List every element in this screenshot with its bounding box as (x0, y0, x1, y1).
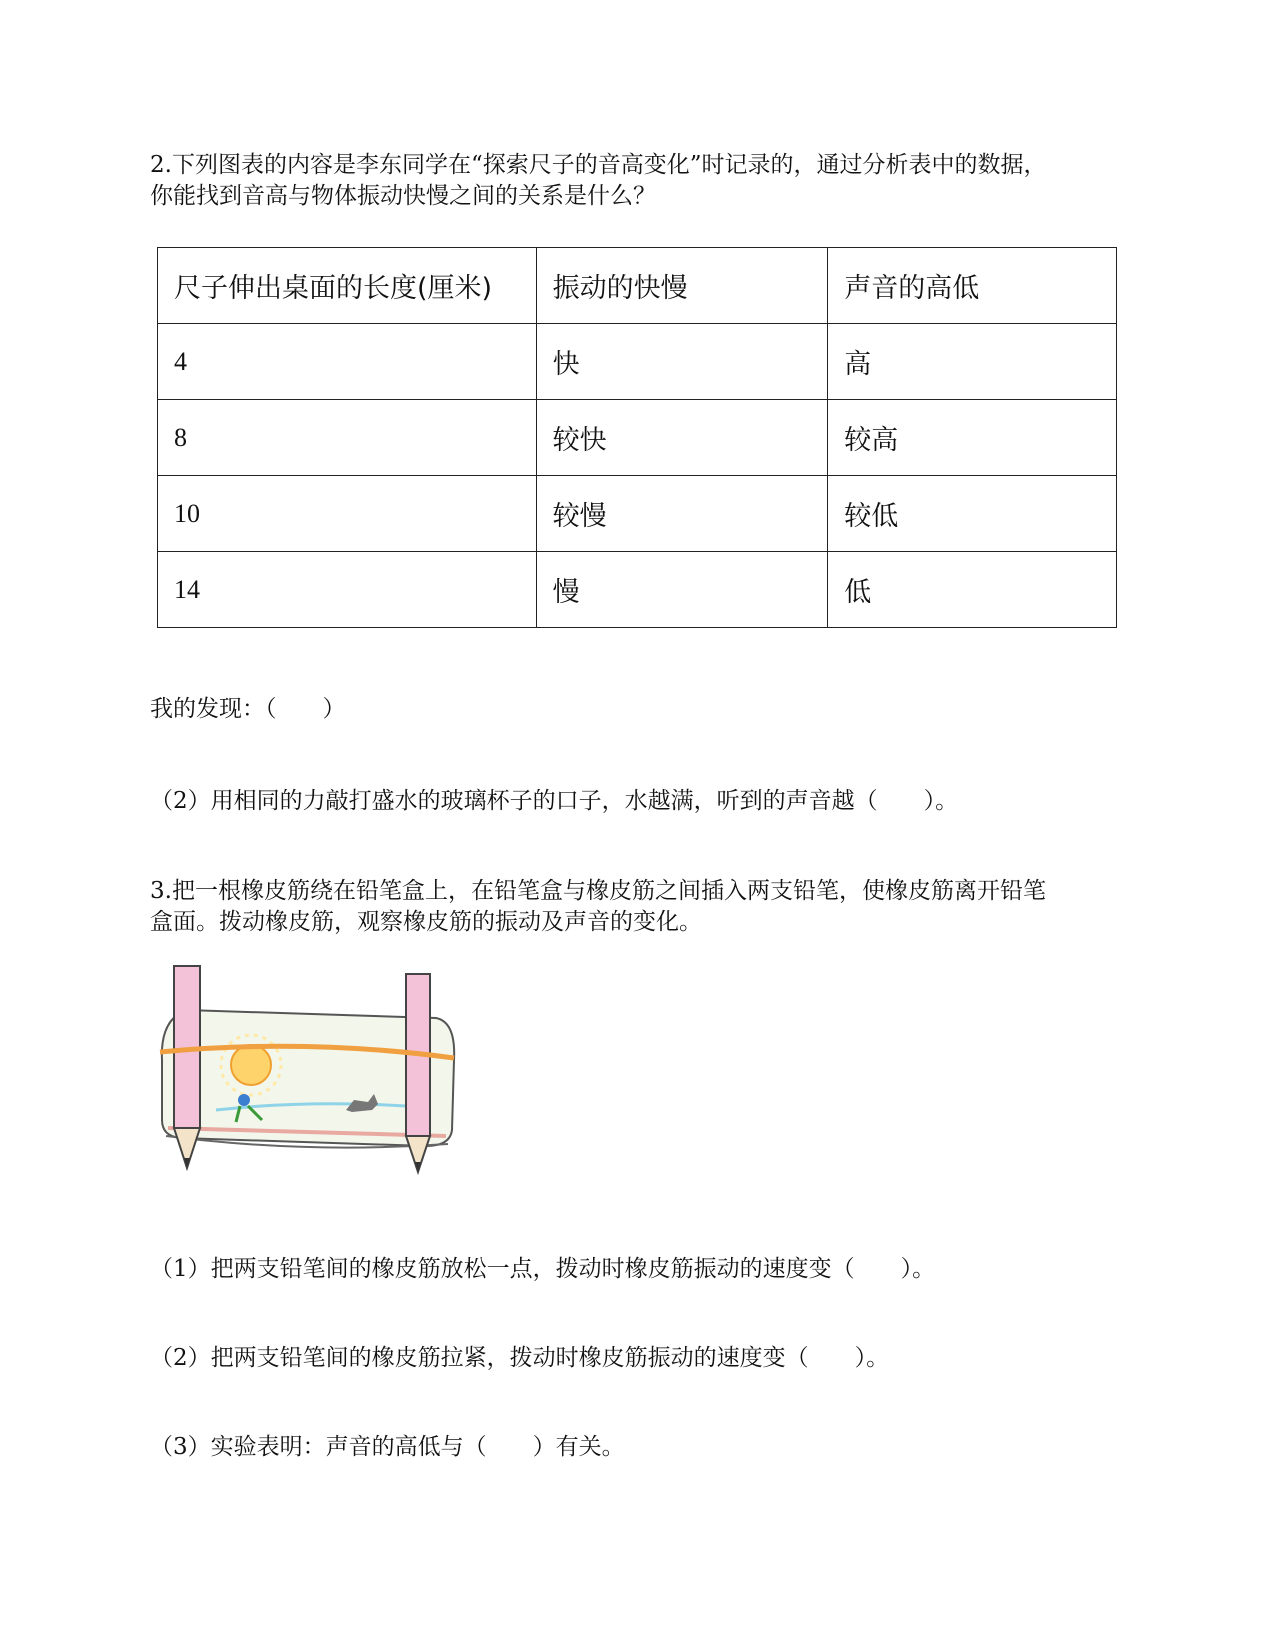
question-3-sub-3: （3）实验表明：声音的高低与（ ）有关。 (150, 1434, 625, 1460)
question-2-stem (150, 150, 1046, 212)
question-2-sub-2: （2）用相同的力敲打盛水的玻璃杯子的口子，水越满，听到的声音越（ ）。 (150, 788, 959, 814)
question-3-stem-line1: 3.把一根橡皮筋绕在铅笔盒上，在铅笔盒与橡皮筋之间插入两支铅笔，使橡皮筋离开铅笔 (150, 878, 1046, 904)
table-header-length: 尺子伸出桌面的长度(厘米) (158, 248, 537, 324)
table-cell-vibration: 快 (536, 324, 828, 400)
my-finding-answer: 我的发现：（ ） (150, 696, 346, 722)
table-row (158, 400, 1117, 476)
question-2-stem-line2: 你能找到音高与物体振动快慢之间的关系是什么？ (150, 183, 656, 209)
question-3-sub-1: （1）把两支铅笔间的橡皮筋放松一点，拨动时橡皮筋振动的速度变（ ）。 (150, 1256, 936, 1282)
table-header-vibration: 振动的快慢 (536, 248, 828, 324)
table-header-pitch: 声音的高低 (828, 248, 1117, 324)
ruler-pitch-table (157, 247, 1117, 628)
question-3-stem-line2: 盒面。拨动橡皮筋，观察橡皮筋的振动及声音的变化。 (150, 909, 702, 935)
question-3-stem (150, 876, 1046, 938)
table-cell-vibration: 较慢 (536, 476, 828, 552)
left-pencil (174, 966, 200, 1168)
table-cell-length: 10 (158, 476, 537, 552)
table-row (158, 552, 1117, 628)
table-cell-vibration: 较快 (536, 400, 828, 476)
question-3-sub-2: （2）把两支铅笔间的橡皮筋拉紧，拨动时橡皮筋振动的速度变（ ）。 (150, 1345, 890, 1371)
table-cell-length: 14 (158, 552, 537, 628)
table-row (158, 324, 1117, 400)
table-cell-vibration: 慢 (536, 552, 828, 628)
table-cell-length: 8 (158, 400, 537, 476)
table-row (158, 476, 1117, 552)
table-cell-pitch: 低 (828, 552, 1117, 628)
table-cell-length: 4 (158, 324, 537, 400)
table-cell-pitch: 高 (828, 324, 1117, 400)
question-2-stem-line1: 2.下列图表的内容是李东同学在“探索尺子的音高变化”时记录的，通过分析表中的数据， (150, 152, 1047, 178)
table-cell-pitch: 较高 (828, 400, 1117, 476)
right-pencil (406, 974, 430, 1172)
table-header-row (158, 248, 1117, 324)
pencil-case-rubber-band-illustration (156, 960, 476, 1180)
table-cell-pitch: 较低 (828, 476, 1117, 552)
